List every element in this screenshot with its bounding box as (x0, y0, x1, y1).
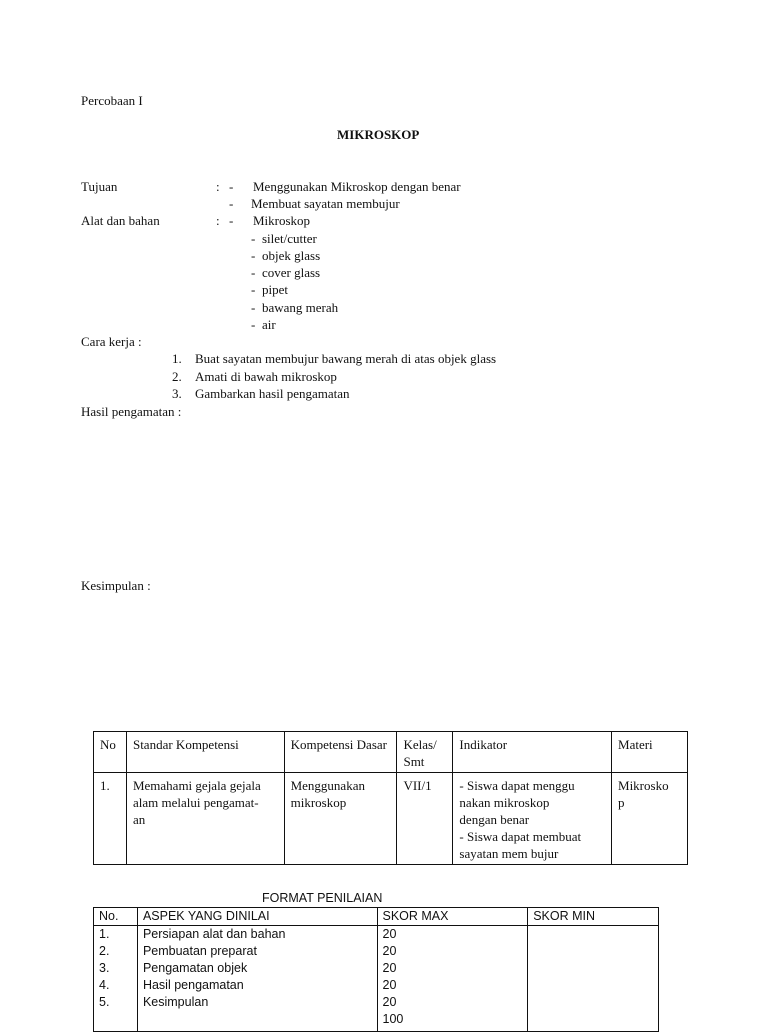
cara-kerja-label: Cara kerja : (81, 334, 142, 349)
kesimpulan-label: Kesimpulan : (81, 578, 151, 593)
header-materi: Materi (612, 732, 688, 773)
row-aspek: Pengamatan objek (137, 960, 377, 977)
assessment-title: FORMAT PENILAIAN (262, 891, 383, 905)
table-row (94, 994, 659, 1011)
alat-colon: : (216, 213, 220, 228)
row-aspek: Pembuatan preparat (137, 943, 377, 960)
alat-dash-3: - (251, 248, 256, 263)
alat-dash-2: - (251, 231, 256, 246)
step-number: 3. (172, 386, 182, 401)
experiment-label: Percobaan I (81, 93, 143, 108)
step-number: 2. (172, 369, 182, 384)
row-max: 20 (377, 943, 528, 960)
hasil-pengamatan-label: Hasil pengamatan : (81, 404, 182, 419)
header-no: No. (94, 908, 138, 926)
alat-item-7: air (262, 317, 276, 332)
table-row (94, 926, 659, 944)
step-text: Buat sayatan membujur bawang merah di atas objek glass (195, 351, 497, 366)
tujuan-item-2: Membuat sayatan membujur (251, 196, 400, 211)
assessment-table (93, 907, 659, 1032)
row-no: 3. (94, 960, 138, 977)
cell-standar: Memahami gejala gejala alam melalui pengamat- an (126, 773, 284, 865)
page-title: MIKROSKOP (337, 127, 420, 142)
row-max: 20 (377, 960, 528, 977)
cell-no: 1. (94, 773, 127, 865)
row-min (528, 926, 659, 944)
tujuan-label: Tujuan (81, 179, 118, 194)
row-min (528, 960, 659, 977)
row-no: 4. (94, 977, 138, 994)
table-row (94, 960, 659, 977)
header-no: No (94, 732, 127, 773)
step-number: 1. (172, 351, 182, 366)
header-indikator: Indikator (453, 732, 612, 773)
row-aspek: Hasil pengamatan (137, 977, 377, 994)
alat-item-1: Mikroskop (253, 213, 311, 228)
alat-label: Alat dan bahan (81, 213, 160, 228)
row-aspek: Persiapan alat dan bahan (137, 926, 377, 944)
alat-item-4: cover glass (262, 265, 321, 280)
header-aspek: ASPEK YANG DINILAI (137, 908, 377, 926)
alat-dash-7: - (251, 317, 256, 332)
alat-item-3: objek glass (262, 248, 321, 263)
alat-dash-6: - (251, 300, 256, 315)
header-skor-max: SKOR MAX (377, 908, 528, 926)
alat-item-6: bawang merah (262, 300, 339, 315)
header-kompetensi: Kompetensi Dasar (284, 732, 397, 773)
cell-kelas: VII/1 (397, 773, 453, 865)
header-kelas: Kelas/ Smt (397, 732, 453, 773)
cell-kompetensi: Menggunakan mikroskop (284, 773, 397, 865)
table-row (94, 943, 659, 960)
row-min (528, 994, 659, 1011)
header-standar: Standar Kompetensi (126, 732, 284, 773)
step-text: Amati di bawah mikroskop (195, 369, 337, 384)
total-score: 100 (377, 1011, 528, 1031)
row-aspek: Kesimpulan (137, 994, 377, 1011)
alat-dash-4: - (251, 265, 256, 280)
alat-item-5: pipet (262, 282, 288, 297)
row-min (528, 943, 659, 960)
cell-materi: Mikrosko p (612, 773, 688, 865)
tujuan-dash-2: - (229, 196, 234, 211)
row-no: 1. (94, 926, 138, 944)
tujuan-dash-1: - (229, 179, 234, 194)
tujuan-item-1: Menggunakan Mikroskop dengan benar (253, 179, 461, 194)
header-skor-min: SKOR MIN (528, 908, 659, 926)
table-row (94, 977, 659, 994)
tujuan-colon: : (216, 179, 220, 194)
row-max: 20 (377, 926, 528, 944)
row-no: 5. (94, 994, 138, 1011)
row-max: 20 (377, 994, 528, 1011)
step-text: Gambarkan hasil pengamatan (195, 386, 350, 401)
competency-table (93, 731, 688, 865)
row-no: 2. (94, 943, 138, 960)
alat-dash-5: - (251, 282, 256, 297)
cell-indikator: - Siswa dapat menggu nakan mikroskop dengan benar - Siswa dapat membuat sayatan mem bujur (453, 773, 612, 865)
alat-dash-1: - (229, 213, 234, 228)
alat-item-2: silet/cutter (262, 231, 317, 246)
row-max: 20 (377, 977, 528, 994)
row-min (528, 977, 659, 994)
